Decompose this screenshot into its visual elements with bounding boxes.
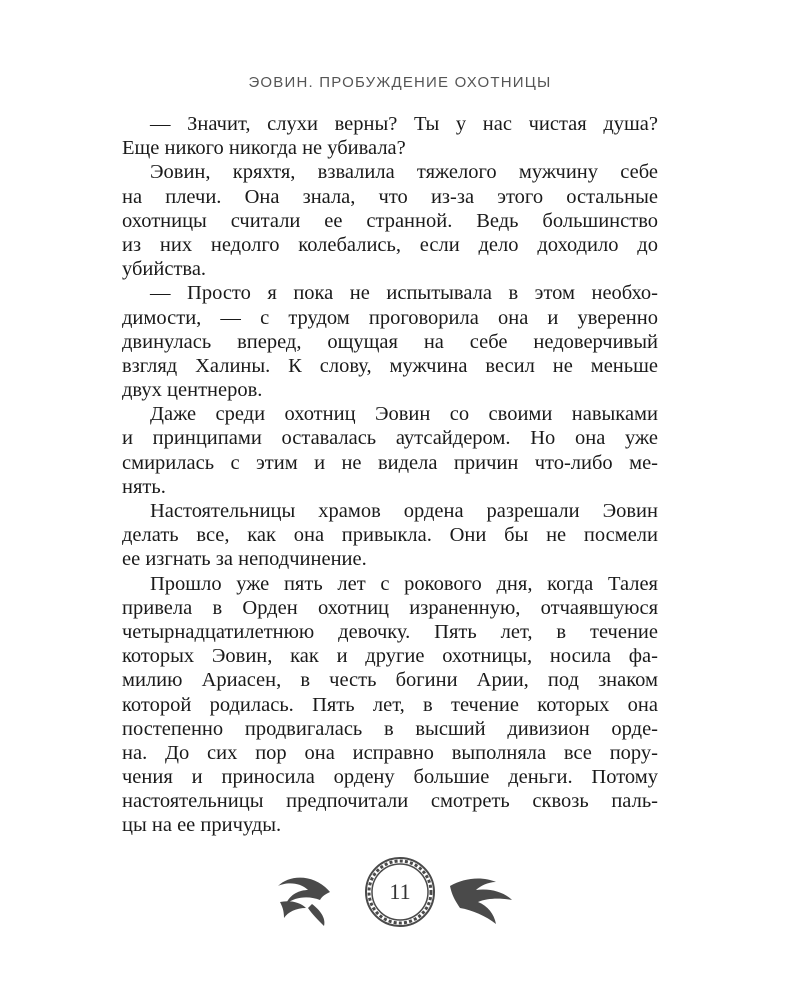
- text-line: постепенно продвигалась в высший дивизион орде-: [122, 717, 658, 740]
- text-line: Прошло уже пять лет с рокового дня, когда Талея: [150, 572, 658, 595]
- running-head: ЭОВИН. ПРОБУЖДЕНИЕ ОХОТНИЦЫ: [248, 74, 552, 91]
- text-line: на. До сих пор она исправно выполняла все пору-: [122, 741, 658, 764]
- text-line: — Просто я пока не испытывала в этом необхо-: [150, 282, 658, 305]
- body-text: [122, 112, 658, 838]
- text-line: двух центнеров.: [122, 379, 263, 402]
- text-line: и принципами оставалась аутсайдером. Но она уже: [122, 427, 658, 450]
- text-line: которых Эовин, как и другие охотницы, носила фа-: [122, 645, 658, 668]
- page-folio-ornament: [260, 852, 540, 932]
- page-number: 11: [389, 879, 411, 904]
- text-line: которой родилась. Пять лет, в течение которых она: [122, 693, 658, 716]
- text-line: из них недолго колебались, если дело доходило до: [122, 233, 658, 256]
- text-line: смирилась с этим и не видела причин что-либо ме-: [122, 451, 658, 474]
- right-bird-icon: [450, 879, 512, 924]
- text-line: четырнадцатилетнюю девочку. Пять лет, в течение: [122, 620, 658, 643]
- text-line: Даже среди охотниц Эовин со своими навыками: [150, 403, 658, 426]
- text-line: — Значит, слухи верны? Ты у нас чистая душа?: [150, 113, 658, 135]
- text-line: чения и приносила ордену большие деньги. Потому: [122, 766, 658, 789]
- text-line: димости, — с трудом проговорила она и уверенно: [122, 306, 658, 329]
- text-line: нять.: [122, 475, 166, 498]
- text-line: Настоятельницы храмов ордена разрешали Эовин: [150, 500, 658, 522]
- left-bird-icon: [278, 878, 330, 926]
- text-line: убийства.: [122, 258, 207, 281]
- text-line: двинулась вперед, ощущая на себе недоверчивый: [122, 330, 658, 353]
- text-line: настоятельницы предпочитали смотреть сквозь паль-: [122, 790, 658, 813]
- text-line: охотницы считали ее странной. Ведь большинство: [122, 209, 658, 232]
- text-line: милию Ариасен, в честь богини Арии, под знаком: [122, 669, 658, 692]
- text-line: цы на ее причуды.: [122, 814, 282, 837]
- text-line: Еще никого никогда не убивала?: [122, 137, 406, 160]
- text-line: делать все, как она привыкла. Они бы не посмели: [122, 524, 658, 547]
- text-line: Эовин, кряхтя, взвалила тяжелого мужчину себе: [150, 161, 658, 184]
- text-line: взгляд Халины. К слову, мужчина весил не меньше: [122, 354, 658, 377]
- text-line: ее изгнать за неподчинение.: [122, 548, 367, 571]
- text-line: привела в Орден охотниц израненную, отчаявшуюся: [122, 596, 658, 619]
- text-line: на плечи. Она знала, что из-за этого остальные: [122, 185, 658, 208]
